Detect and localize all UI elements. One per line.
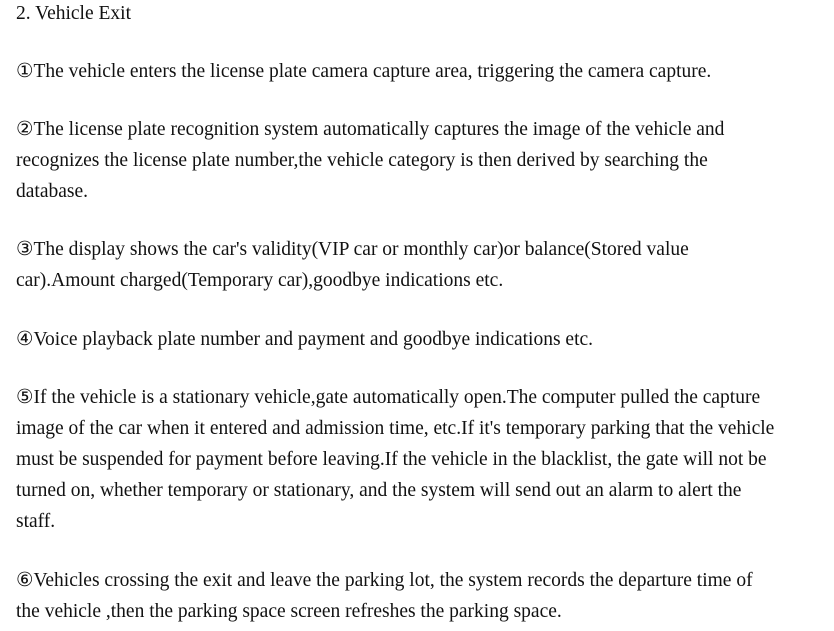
paragraph-line: recognizes the license plate number,the vehicle category is then derived by searching the [16,150,708,171]
section-heading: 2. Vehicle Exit [16,3,131,24]
paragraph-line: ③The display shows the car's validity(VIP car or monthly car)or balance(Stored value [16,239,689,260]
step-5-paragraph [16,382,832,537]
paragraph-line: ④Voice playback plate number and payment and goodbye indications etc. [16,329,594,350]
paragraph-line: ①The vehicle enters the license plate camera capture area, triggering the camera capture. [16,61,712,82]
paragraph-line: database. [16,181,89,202]
paragraph-line: image of the car when it entered and admission time, etc.If it's temporary parking that the vehicle [16,418,775,439]
step-2-paragraph [16,114,832,207]
step-6-paragraph [16,565,832,627]
paragraph-line: ②The license plate recognition system automatically captures the image of the vehicle and [16,119,725,140]
step-3-paragraph [16,234,832,296]
step-4-paragraph [16,324,832,355]
paragraph-line: ⑤If the vehicle is a stationary vehicle,gate automatically open.The computer pulled the capture [16,387,761,408]
paragraph-line: must be suspended for payment before leaving.If the vehicle in the blacklist, the gate will not be [16,449,767,470]
paragraph-line: ⑥Vehicles crossing the exit and leave the parking lot, the system records the departure time of [16,570,753,591]
paragraph-line: the vehicle ,then the parking space screen refreshes the parking space. [16,601,562,622]
paragraph-line: staff. [16,511,56,532]
step-1-paragraph [16,56,832,87]
paragraph-line: turned on, whether temporary or stationary, and the system will send out an alarm to alert the [16,480,742,501]
paragraph-line: car).Amount charged(Temporary car),goodbye indications etc. [16,270,504,291]
